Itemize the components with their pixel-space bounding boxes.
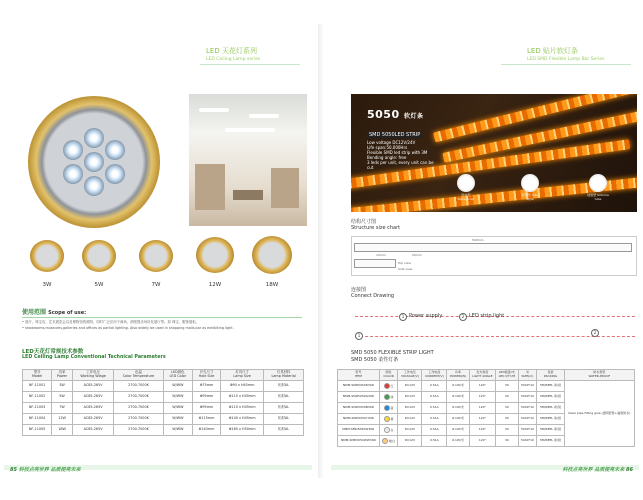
table-row [338, 381, 635, 392]
table-cell: 30 [496, 425, 518, 436]
model-en: SMD 5050LED STRIP [369, 132, 421, 138]
table-cell: DC12V [398, 392, 422, 403]
table-cell: 5W [52, 392, 73, 403]
table-row [23, 381, 304, 392]
feature-line: Bending angle: free [367, 155, 407, 160]
led-icon [105, 140, 125, 160]
table-cell: 铝材AL [264, 392, 304, 403]
lamp-5w-photo [82, 240, 116, 272]
table-cell: 5000*10 [518, 403, 537, 414]
header-en: Lamp Size [233, 374, 251, 378]
ceiling-lamp-photo [28, 96, 160, 228]
table-header-cell [422, 370, 447, 381]
power-supply-label: Power supply [409, 313, 443, 319]
model-box [365, 106, 439, 172]
table-header-cell [537, 370, 564, 381]
table-cell: 2700-7000K [114, 392, 163, 403]
table-title [351, 350, 434, 363]
header-zh: 发光角度 [476, 370, 489, 375]
header-en: LED Color [169, 374, 187, 378]
table-cell: 7W [52, 403, 73, 414]
scope-title-zh: 使用范围 [22, 309, 47, 316]
size-label: 18W [265, 282, 279, 288]
size-label: 12W [208, 282, 222, 288]
waterproof-cell: Clear pipe Filling glue (透明套管+灌胶防水) [564, 381, 634, 447]
table-cell: NMM-SMD5050B30R [338, 403, 380, 414]
size-label: 3W [42, 282, 52, 288]
right-header-subtitle: LED SMD Flexible Lamp Bar Series [527, 57, 605, 62]
header-en: Working Wlage [80, 374, 106, 378]
display-shelf [195, 164, 225, 210]
table-cell: 铝材AL [264, 403, 304, 414]
table-cell: NF-11001 [23, 381, 52, 392]
table-cell: AC85-265V [72, 403, 113, 414]
table-header-cell [379, 370, 398, 381]
table-header-cell [23, 370, 52, 381]
header-zh: LED颜色 [171, 370, 185, 375]
led-icon [63, 140, 83, 160]
table-cell: DC12V [398, 436, 422, 447]
table-cell: 0.51A [422, 403, 447, 414]
scope-text-en: • showrooms,museums,galleries and offices as partial lighting. Also widely be used in shopping malls,bar as exhibiting light. [22, 326, 234, 330]
display-counter [233, 190, 263, 200]
color-swatch-icon [384, 383, 390, 389]
table-cell: 120° [469, 381, 495, 392]
header-en: COLOR [383, 374, 394, 378]
left-footer [10, 466, 80, 473]
strip-side [354, 259, 396, 268]
table-cell: DC12V [398, 414, 422, 425]
connect-title-zh: 连接图 [351, 287, 367, 293]
color-swatch-icon [384, 427, 390, 433]
table-cell: 5M/REEL 卷/袋 [537, 403, 564, 414]
table-header-cell [338, 370, 380, 381]
table-cell: 0.51A [422, 392, 447, 403]
table-header-cell [114, 370, 163, 381]
header-zh: 灯具材料 [276, 370, 291, 375]
lamp-18w-photo [252, 236, 292, 274]
header-en: Power [56, 374, 68, 378]
view-label: Top view [398, 261, 411, 265]
table-cell: W/WW [163, 381, 192, 392]
color-swatch-icon [384, 416, 390, 422]
led-icon [84, 128, 104, 148]
table-cell: 5M/REEL 卷/袋 [537, 392, 564, 403]
structure-title-en: Structure size chart [351, 225, 401, 231]
header-en: ITEM [354, 374, 362, 378]
table-cell: 120° [469, 403, 495, 414]
header-en: Hole Size [198, 374, 215, 378]
params-title [22, 347, 166, 360]
led-strip-photo [351, 94, 637, 212]
table-cell: 5000*10 [518, 392, 537, 403]
view-label: Side view [398, 267, 413, 271]
params-title-zh: LED天花灯常规技术参数 [22, 349, 84, 355]
right-page [331, 24, 639, 478]
table-cell: 120° [469, 414, 495, 425]
table-cell: 120° [469, 425, 495, 436]
lamp-7w-photo [139, 240, 173, 272]
left-header [206, 46, 260, 62]
marker-1: 1 [399, 313, 407, 321]
table-cell: 5M/REEL 卷/袋 [537, 381, 564, 392]
table-cell: Φ95mm [192, 403, 220, 414]
table-cell: AC85-265V [72, 392, 113, 403]
header-zh: 型号 [33, 370, 41, 375]
table-cell: 6.1W/米 [447, 425, 469, 436]
ceiling-light [249, 114, 279, 118]
table-cell: 5000*10 [518, 381, 537, 392]
header-zh: 包装 [547, 370, 554, 375]
model-number [367, 108, 437, 121]
table-cell: NMM-SMD5050Y30R [338, 414, 380, 425]
table-row [23, 392, 304, 403]
connect-diagram [351, 312, 635, 346]
table-cell: Φ140mm [192, 425, 220, 436]
color-cell: 白 [379, 425, 398, 436]
table-cell: W/WW [163, 392, 192, 403]
params-title-en: LED Ceiling Lamp Conventional Technical Parameters [22, 355, 166, 360]
header-en: LIGHT ANGLE [472, 374, 493, 378]
table-title-en: SMD 5050 FLEXIBLE STRIP LIGHT [351, 350, 434, 356]
color-cell: 红 [379, 381, 398, 392]
marker-2: 2 [591, 329, 599, 337]
table-header-cell [52, 370, 73, 381]
model-code: 5050 [367, 108, 400, 121]
scope-rule [22, 317, 302, 318]
table-cell: 0.51A [422, 381, 447, 392]
feature-line: Flexible SMD led strip with 3M [367, 150, 428, 155]
lamp-spec-table [22, 369, 304, 436]
table-row [23, 403, 304, 414]
table-cell: 6.1W/米 [447, 381, 469, 392]
ceiling-light [199, 108, 229, 112]
table-header-cell [398, 370, 422, 381]
header-en: Color Temperature [122, 374, 155, 378]
color-swatch-icon [384, 394, 390, 400]
table-cell: NMM-SMD5050W30R [338, 425, 380, 436]
right-header [527, 46, 605, 62]
feature-line: 3 leds per unit, every unit can be cut [367, 160, 434, 170]
header-zh: 颜色 [385, 370, 392, 375]
left-page [4, 24, 312, 478]
marker-1: 1 [355, 332, 363, 340]
table-cell: 0.51A [422, 425, 447, 436]
table-cell: 2700-7000K [114, 381, 163, 392]
table-header-cell [447, 370, 469, 381]
table-cell: 30 [496, 436, 518, 447]
table-cell: Φ90 x H45mm [221, 381, 264, 392]
table-cell: 30 [496, 414, 518, 425]
header-en: Lamp Material [271, 374, 296, 378]
table-cell: DC12V [398, 403, 422, 414]
led-strip-label: LED strip light [469, 313, 505, 319]
table-cell: NMM-SMD5050R30R [338, 381, 380, 392]
header-zh: 色温 [135, 370, 142, 375]
strip-spec-table [337, 369, 635, 447]
structure-title [351, 218, 400, 231]
table-cell: 0.51A [422, 436, 447, 447]
led-icon [63, 164, 83, 184]
dim-label: 10mm [376, 253, 386, 257]
table-cell: Φ110 x H45mm [221, 392, 264, 403]
header-rule [200, 64, 300, 65]
table-header-cell [469, 370, 495, 381]
header-zh: 米 [525, 370, 529, 375]
size-label: 5W [94, 282, 104, 288]
color-cell: 暖白 [379, 436, 398, 447]
table-cell: 5000*10 [518, 436, 537, 447]
table-cell: 铝材AL [264, 425, 304, 436]
table-cell: Φ75mm [192, 381, 220, 392]
header-en: POWER(W) [449, 374, 467, 378]
table-cell: 18W [52, 425, 73, 436]
table-cell: 0.51A [422, 414, 447, 425]
left-header-title: LED 天花灯系列 [206, 47, 257, 55]
table-cell: W/WW [163, 425, 192, 436]
led-icon [105, 164, 125, 184]
header-rule [501, 64, 631, 65]
header-zh: 开孔尺寸 [199, 370, 214, 375]
table-cell: AC85-265V [72, 414, 113, 425]
right-footer [563, 466, 633, 473]
strip-top [354, 243, 632, 252]
color-swatch-icon [384, 405, 390, 411]
dim-label: 50mm [412, 253, 422, 257]
table-cell: 120° [469, 436, 495, 447]
structure-diagram [351, 236, 637, 276]
table-cell: 2700-7000K [114, 425, 163, 436]
table-cell: 5M/REEL 卷/袋 [537, 414, 564, 425]
table-cell: 6.1W/米 [447, 392, 469, 403]
footer-slogan: 科技点亮世界 品质提亮未来 [18, 467, 81, 473]
table-cell: W/WW [163, 414, 192, 425]
table-cell: DC12V [398, 425, 422, 436]
table-cell: AC85-265V [72, 425, 113, 436]
table-cell: NF-11002 [23, 392, 52, 403]
display-shelf [271, 168, 299, 208]
header-zh: 功率 [455, 370, 462, 375]
table-cell: 30 [496, 392, 518, 403]
header-en: VOLTAGE(V) [401, 374, 419, 378]
table-cell: NF-11004 [23, 414, 52, 425]
model-zh: 软灯条 [403, 113, 424, 120]
table-cell: 5M/REEL 卷/袋 [537, 436, 564, 447]
header-zh: 灯具尺寸 [235, 370, 249, 375]
table-header-cell [221, 370, 264, 381]
page-fold [318, 24, 324, 478]
callout: 套管型 Tube style [521, 193, 539, 201]
table-header-cell [518, 370, 537, 381]
header-zh: 工作电压 [86, 370, 100, 375]
silicone-circle [589, 174, 607, 192]
header-zh: LED数量/米 [498, 370, 515, 375]
header-zh: 防水类型 [593, 370, 606, 375]
table-cell: AC85-265V [72, 381, 113, 392]
table-cell: Φ115mm [192, 414, 220, 425]
table-cell: 2700-7000K [114, 414, 163, 425]
connect-title [351, 286, 394, 299]
table-cell: 2700-7000K [114, 403, 163, 414]
table-cell: 5M/REEL 卷/袋 [537, 425, 564, 436]
table-cell: 6.1W/米 [447, 436, 469, 447]
lamp-12w-photo [196, 237, 234, 273]
table-header-cell [192, 370, 220, 381]
table-cell: NMM-SMD5050WW30R [338, 436, 380, 447]
dim-label: 500mm [472, 238, 484, 242]
table-row [23, 425, 304, 436]
table-cell: Φ95mm [192, 392, 220, 403]
header-en: PACKING [543, 374, 558, 378]
table-cell: 6.1W/米 [447, 414, 469, 425]
table-cell: 3W [52, 381, 73, 392]
table-cell: 5000*10 [518, 414, 537, 425]
scope-title-en: Scope of use: [48, 310, 87, 316]
table-cell: 30 [496, 381, 518, 392]
header-zh: 工作电压 [403, 370, 416, 375]
table-cell: 12W [52, 414, 73, 425]
table-cell: 6.1W/米 [447, 403, 469, 414]
header-en: WATER-PROOF [588, 374, 611, 378]
size-label: 7W [151, 282, 161, 288]
header-zh: 功率 [58, 370, 66, 375]
header-en: Model [31, 374, 43, 378]
structure-title-zh: 结构尺寸图 [351, 219, 377, 225]
right-header-title: LED 贴片软灯条 [527, 47, 578, 55]
table-cell: Φ140 x H45mm [221, 414, 264, 425]
table-header-cell [564, 370, 634, 381]
scope-title [22, 307, 86, 316]
table-cell: Φ110 x H45mm [221, 403, 264, 414]
table-header-cell [496, 370, 518, 381]
footer-slogan: 科技点亮世界 品质提亮未来 [562, 467, 625, 473]
table-cell: 30 [496, 403, 518, 414]
header-zh: 型号 [355, 370, 362, 375]
feature-line: Life span:50,000Hrs [367, 145, 408, 150]
scope-text-zh: • 展厅、珠宝店、艺术展览会以及博物馆的照明，同时广泛应用于商场、酒吧娱乐场所及展厅等。如 珠宝、服饰展柜。 [22, 320, 200, 324]
feature-line: Low voltage DC12V/24V [367, 140, 416, 145]
color-swatch-icon [382, 438, 388, 444]
table-cell: 铝材AL [264, 381, 304, 392]
table-header-cell [163, 370, 192, 381]
table-cell: 120° [469, 392, 495, 403]
color-cell: 黄 [379, 414, 398, 425]
callout: 防水型 Waterproof [457, 193, 475, 201]
tube-circle [521, 174, 539, 192]
callout: 硅胶型 Silicone tube [587, 193, 609, 201]
table-row [23, 414, 304, 425]
ceiling-light [225, 128, 275, 132]
table-cell: Φ160 x H50mm [221, 425, 264, 436]
table-cell: W/WW [163, 403, 192, 414]
table-cell: 铝材AL [264, 414, 304, 425]
waterproof-circle [457, 174, 475, 192]
table-cell: NF-11005 [23, 425, 52, 436]
table-cell: 5000*10 [518, 425, 537, 436]
table-header-cell [264, 370, 304, 381]
left-header-subtitle: LED Ceiling Lamp series [206, 57, 261, 62]
header-en: LED QTY/M [498, 374, 516, 378]
color-cell: 绿 [379, 392, 398, 403]
table-header-cell [72, 370, 113, 381]
header-en: CURRENT(V) [424, 374, 444, 378]
header-zh: 工作电流 [428, 370, 441, 375]
header-en: SIZE(m) [521, 374, 534, 378]
color-cell: 蓝 [379, 403, 398, 414]
marker-2: 2 [459, 313, 467, 321]
table-title-zh: SMD 5050 柔性灯条 [351, 357, 399, 363]
led-icon [84, 176, 104, 196]
page-number: 85 [10, 467, 17, 473]
table-cell: NMM-SMD5050G30R [338, 392, 380, 403]
showroom-photo [189, 94, 307, 226]
led-icon [84, 152, 104, 172]
table-cell: DC12V [398, 381, 422, 392]
page-number: 86 [626, 467, 633, 473]
lamp-3w-photo [30, 240, 64, 272]
connect-title-en: Connect Drawing [351, 293, 395, 299]
table-cell: NF-11003 [23, 403, 52, 414]
